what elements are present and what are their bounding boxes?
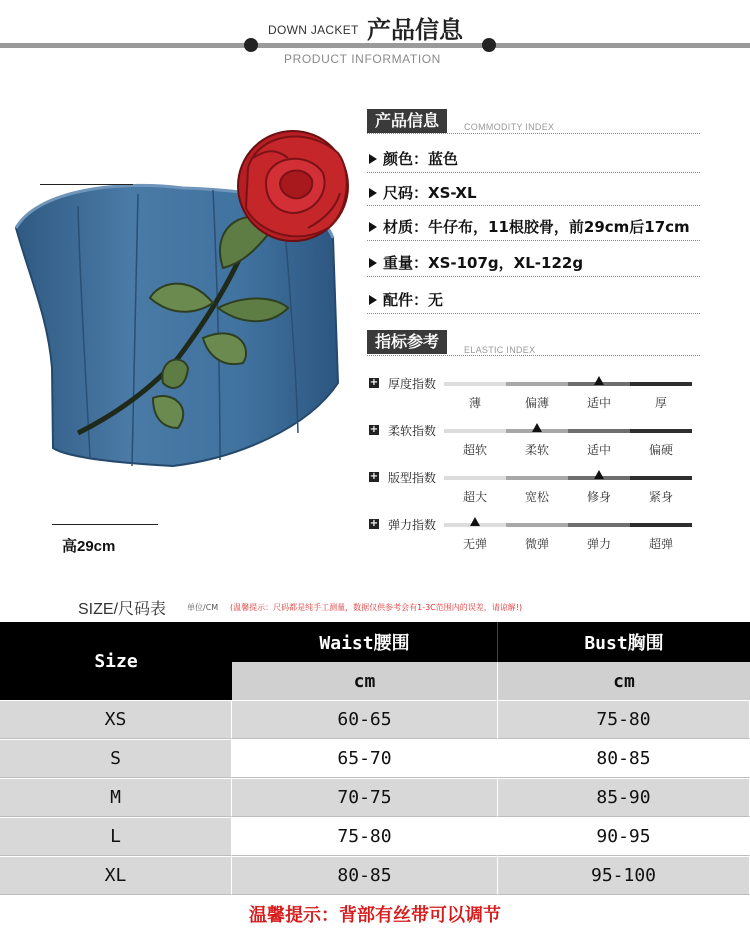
header-size: Size	[0, 622, 232, 700]
size-cell-bust: 90-95	[498, 818, 750, 856]
scale-option-label: 适中	[586, 396, 611, 410]
size-cell-bust: 75-80	[498, 701, 750, 739]
scale-marker-icon	[594, 470, 604, 479]
elastic-title: 指标参考	[367, 330, 447, 354]
scale-option-label: 超软	[462, 443, 487, 457]
scale-option-label: 弹力	[586, 537, 611, 551]
scale-segment	[444, 382, 506, 386]
info-row-color	[369, 148, 458, 169]
divider	[367, 205, 700, 206]
info-value: XS-107g，XL-122g	[428, 254, 584, 272]
header-bust: Bust胸围	[498, 622, 750, 662]
divider	[367, 313, 700, 314]
info-value: 牛仔布，11根胶骨，前29cm后17cm	[428, 218, 690, 236]
size-cell-waist: 60-65	[232, 701, 498, 739]
scale-option-label: 无弹	[462, 537, 487, 551]
index-name: 柔软指数	[388, 424, 437, 438]
triangle-bullet-icon	[369, 154, 377, 164]
height-measure-line	[52, 524, 158, 525]
scale-option-label: 超弹	[648, 537, 673, 551]
scale-option-label: 宽松	[524, 490, 549, 504]
scale-option-label: 超大	[462, 490, 487, 504]
info-label: 材质：	[383, 218, 429, 236]
scale-option-label: 紧身	[648, 490, 673, 504]
scale-segment	[630, 476, 692, 480]
divider	[367, 133, 700, 134]
info-value: 无	[428, 291, 444, 309]
info-value: XS-XL	[428, 183, 477, 202]
info-row-size	[369, 182, 477, 203]
commodity-title: 产品信息	[367, 109, 447, 133]
divider	[367, 276, 700, 277]
divider	[367, 172, 700, 173]
scale-segment	[506, 382, 568, 386]
index-name: 版型指数	[388, 471, 437, 485]
header-rule-dot-left	[244, 38, 258, 52]
size-cell-size: XS	[0, 701, 232, 739]
scale-marker-icon	[470, 517, 480, 526]
size-cell-size: XL	[0, 857, 232, 895]
header-rule-dot-right	[482, 38, 496, 52]
plus-icon: +	[369, 424, 379, 435]
size-cell-waist: 65-70	[232, 740, 498, 778]
header-waist: Waist腰围	[232, 622, 498, 662]
header-title-en: DOWN JACKET	[268, 23, 359, 37]
size-cell-waist: 80-85	[232, 857, 498, 895]
triangle-bullet-icon	[369, 188, 377, 198]
info-row-accessory	[369, 289, 443, 310]
scale-option-label: 偏硬	[648, 443, 673, 457]
product-image	[8, 128, 353, 528]
info-label: 重量：	[383, 254, 429, 272]
header-title-cn: 产品信息	[367, 16, 463, 44]
size-cell-size: L	[0, 818, 232, 856]
plus-icon: +	[369, 518, 379, 529]
size-cell-bust: 95-100	[498, 857, 750, 895]
height-label: 高29cm	[62, 538, 116, 555]
scale-option-label: 柔软	[524, 443, 549, 457]
header-bust-unit: cm	[498, 662, 750, 700]
size-cell-size: M	[0, 779, 232, 817]
size-chart-unit: 单位/CM	[187, 603, 219, 612]
size-cell-bust: 85-90	[498, 779, 750, 817]
scale-segment	[630, 429, 692, 433]
scale-segment	[506, 523, 568, 527]
footer-note: 温馨提示：背部有丝带可以调节	[249, 905, 501, 926]
elastic-subtitle: ELASTIC INDEX	[464, 345, 536, 355]
scale-marker-icon	[532, 423, 542, 432]
scale-option-label: 薄	[468, 396, 481, 410]
scale-option-label: 偏薄	[524, 396, 549, 410]
scale-option-label: 修身	[586, 490, 611, 504]
scale-marker-icon	[594, 376, 604, 385]
scale-option-label: 厚	[654, 396, 667, 410]
divider	[367, 240, 700, 241]
size-cell-bust: 80-85	[498, 740, 750, 778]
size-cell-waist: 70-75	[232, 779, 498, 817]
commodity-subtitle: COMMODITY INDEX	[464, 122, 555, 132]
index-name: 弹力指数	[388, 518, 437, 532]
plus-icon: +	[369, 377, 379, 388]
scale-segment	[506, 476, 568, 480]
info-row-weight	[369, 252, 583, 273]
scale-segment	[568, 429, 630, 433]
scale-segment	[444, 476, 506, 480]
info-label: 颜色：	[383, 150, 429, 168]
scale-segment	[444, 429, 506, 433]
info-label: 配件：	[383, 291, 429, 309]
size-cell-waist: 75-80	[232, 818, 498, 856]
header-waist-unit: cm	[232, 662, 498, 700]
size-chart-note: (温馨提示：尺码都是纯手工测量，数据仅供参考会有1-3C范围内的误差，请谅解!)	[230, 603, 523, 612]
divider	[367, 355, 700, 356]
scale-option-label: 适中	[586, 443, 611, 457]
scale-segment	[630, 523, 692, 527]
scale-segment	[630, 382, 692, 386]
triangle-bullet-icon	[369, 295, 377, 305]
scale-segment	[568, 523, 630, 527]
size-chart-title: SIZE/尺码表	[78, 601, 167, 618]
info-value: 蓝色	[428, 150, 459, 168]
header-subtitle: PRODUCT INFORMATION	[284, 52, 441, 66]
width-measure-line	[40, 184, 133, 185]
plus-icon: +	[369, 471, 379, 482]
triangle-bullet-icon	[369, 222, 377, 232]
triangle-bullet-icon	[369, 258, 377, 268]
index-name: 厚度指数	[388, 377, 437, 391]
size-cell-size: S	[0, 740, 232, 778]
scale-option-label: 微弹	[524, 537, 549, 551]
info-label: 尺码：	[383, 184, 429, 202]
info-row-material	[369, 216, 690, 237]
